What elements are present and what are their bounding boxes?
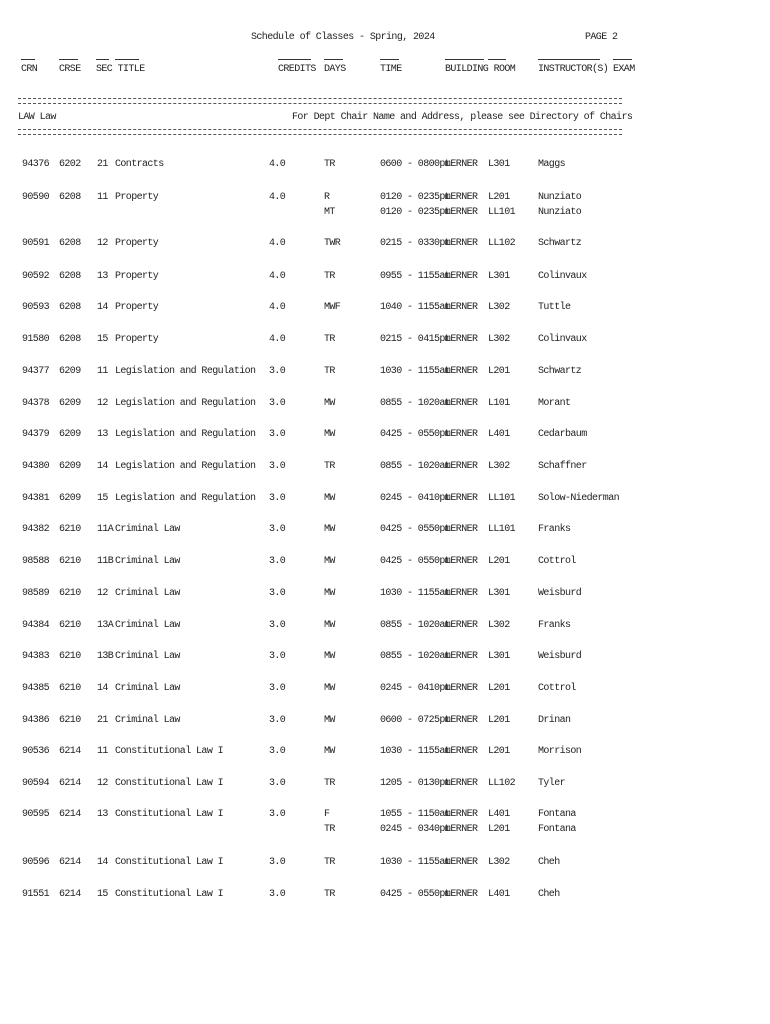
building-underline (445, 58, 484, 60)
room-underline (488, 58, 506, 60)
title-cell: Contracts (115, 159, 164, 170)
sec-cell: 13 (97, 809, 108, 820)
crn-cell: 94377 (22, 366, 50, 377)
instructor-cell: Fontana (538, 809, 576, 820)
time-cell: 0855 - 1020am (380, 398, 451, 409)
credits-cell: 3.0 (269, 889, 286, 900)
time-cell: 0120 - 0235pm (380, 192, 451, 203)
sec-cell: 15 (97, 889, 108, 900)
col-instructor: INSTRUCTOR(S) (538, 64, 609, 75)
days-cell: MW (324, 620, 335, 631)
instructor-cell: Weisburd (538, 651, 582, 662)
credits-cell: 3.0 (269, 429, 286, 440)
room-cell: L201 (488, 366, 510, 377)
time-cell: 1030 - 1155am (380, 746, 451, 757)
room-cell: L101 (488, 398, 510, 409)
dept-name: LAW Law (18, 112, 56, 123)
time-cell: 0600 - 0725pm (380, 715, 451, 726)
building-cell: LERNER (445, 398, 478, 409)
sec-cell: 13 (97, 429, 108, 440)
room-cell: L302 (488, 302, 510, 313)
instructor-cell: Solow-Niederman (538, 493, 620, 504)
crn-cell: 94382 (22, 524, 50, 535)
sec-cell: 14 (97, 302, 108, 313)
crn-cell: 91551 (22, 889, 50, 900)
crse-cell: 6208 (59, 238, 81, 249)
page-title: Schedule of Classes - Spring, 2024 (251, 32, 435, 43)
instructor-cell: Schaffner (538, 461, 587, 472)
room-cell: L302 (488, 857, 510, 868)
building-cell: LERNER (445, 238, 478, 249)
days-cell: MW (324, 746, 335, 757)
crse-underline (59, 58, 78, 60)
days-cell: MW (324, 429, 335, 440)
days-cell: TR (324, 824, 335, 835)
crn-cell: 94383 (22, 651, 50, 662)
title-cell: Criminal Law (115, 588, 180, 599)
building-cell: LERNER (445, 461, 478, 472)
days-cell: MW (324, 588, 335, 599)
credits-cell: 3.0 (269, 746, 286, 757)
room-cell: LL101 (488, 207, 516, 218)
sec-cell: 14 (97, 683, 108, 694)
crn-cell: 90595 (22, 809, 50, 820)
crn-cell: 98588 (22, 556, 50, 567)
credits-cell: 3.0 (269, 857, 286, 868)
time-cell: 0425 - 0550pm (380, 889, 451, 900)
instructor-cell: Tuttle (538, 302, 571, 313)
days-underline (324, 58, 343, 60)
room-cell: LL102 (488, 238, 516, 249)
sec-cell: 21 (97, 715, 108, 726)
days-cell: TR (324, 461, 335, 472)
crn-cell: 94376 (22, 159, 50, 170)
instructor-cell: Tyler (538, 778, 566, 789)
divider-bottom (18, 129, 622, 135)
col-crn: CRN (21, 64, 38, 75)
room-cell: LL101 (488, 524, 516, 535)
time-cell: 0245 - 0340pm (380, 824, 451, 835)
building-cell: LERNER (445, 715, 478, 726)
col-credits: CREDITS (278, 64, 316, 75)
time-cell: 0245 - 0410pm (380, 683, 451, 694)
room-cell: L302 (488, 461, 510, 472)
days-cell: TR (324, 366, 335, 377)
days-cell: MW (324, 398, 335, 409)
title-cell: Legislation and Regulation (115, 461, 256, 472)
title-cell: Property (115, 302, 159, 313)
room-cell: L401 (488, 429, 510, 440)
credits-cell: 4.0 (269, 192, 286, 203)
sec-cell: 12 (97, 398, 108, 409)
crn-cell: 90591 (22, 238, 50, 249)
room-cell: L201 (488, 192, 510, 203)
room-cell: L401 (488, 889, 510, 900)
building-cell: LERNER (445, 778, 478, 789)
title-cell: Constitutional Law I (115, 778, 224, 789)
room-cell: L201 (488, 715, 510, 726)
time-cell: 0120 - 0235pm (380, 207, 451, 218)
col-exam: EXAM (613, 64, 635, 75)
sec-cell: 15 (97, 493, 108, 504)
time-cell: 1030 - 1155am (380, 588, 451, 599)
days-cell: MW (324, 493, 335, 504)
col-time: TIME (380, 64, 402, 75)
title-cell: Criminal Law (115, 524, 180, 535)
crn-cell: 98589 (22, 588, 50, 599)
title-cell: Property (115, 238, 159, 249)
title-cell: Criminal Law (115, 556, 180, 567)
title-cell: Legislation and Regulation (115, 493, 256, 504)
room-cell: L302 (488, 620, 510, 631)
title-cell: Criminal Law (115, 683, 180, 694)
credits-cell: 4.0 (269, 159, 286, 170)
building-cell: LERNER (445, 683, 478, 694)
days-cell: TR (324, 159, 335, 170)
crn-cell: 91580 (22, 334, 50, 345)
crn-cell: 90536 (22, 746, 50, 757)
building-cell: LERNER (445, 651, 478, 662)
instructor-cell: Fontana (538, 824, 576, 835)
building-cell: LERNER (445, 334, 478, 345)
sec-cell: 13 (97, 271, 108, 282)
crse-cell: 6209 (59, 366, 81, 377)
sec-cell: 12 (97, 778, 108, 789)
col-building-room: BUILDING ROOM (445, 64, 516, 75)
crn-cell: 94384 (22, 620, 50, 631)
credits-underline (278, 58, 311, 60)
time-cell: 0425 - 0550pm (380, 524, 451, 535)
credits-cell: 4.0 (269, 302, 286, 313)
time-cell: 0425 - 0550pm (380, 429, 451, 440)
sec-cell: 11A (97, 524, 114, 535)
room-cell: LL102 (488, 778, 516, 789)
instructor-underline (538, 58, 600, 60)
building-cell: LERNER (445, 159, 478, 170)
credits-cell: 3.0 (269, 588, 286, 599)
room-cell: L401 (488, 809, 510, 820)
crn-cell: 90596 (22, 857, 50, 868)
building-cell: LERNER (445, 493, 478, 504)
building-cell: LERNER (445, 588, 478, 599)
crse-cell: 6210 (59, 620, 81, 631)
sec-cell: 14 (97, 857, 108, 868)
crse-cell: 6214 (59, 809, 81, 820)
crse-cell: 6214 (59, 746, 81, 757)
time-cell: 0245 - 0410pm (380, 493, 451, 504)
exam-underline (613, 58, 632, 60)
crn-cell: 94386 (22, 715, 50, 726)
credits-cell: 3.0 (269, 398, 286, 409)
credits-cell: 3.0 (269, 366, 286, 377)
title-cell: Constitutional Law I (115, 746, 224, 757)
title-cell: Property (115, 334, 159, 345)
instructor-cell: Maggs (538, 159, 566, 170)
room-cell: L301 (488, 271, 510, 282)
building-cell: LERNER (445, 524, 478, 535)
instructor-cell: Nunziato (538, 207, 582, 218)
days-cell: MW (324, 715, 335, 726)
time-cell: 1205 - 0130pm (380, 778, 451, 789)
time-cell: 1030 - 1155am (380, 857, 451, 868)
sec-cell: 13B (97, 651, 114, 662)
instructor-cell: Colinvaux (538, 271, 587, 282)
credits-cell: 3.0 (269, 620, 286, 631)
crse-cell: 6209 (59, 398, 81, 409)
crn-cell: 94380 (22, 461, 50, 472)
instructor-cell: Schwartz (538, 238, 582, 249)
time-cell: 0855 - 1020am (380, 461, 451, 472)
col-days: DAYS (324, 64, 346, 75)
days-cell: MW (324, 556, 335, 567)
dept-note: For Dept Chair Name and Address, please see Directory of Chairs (292, 112, 633, 123)
days-cell: TR (324, 271, 335, 282)
credits-cell: 4.0 (269, 334, 286, 345)
building-cell: LERNER (445, 366, 478, 377)
credits-cell: 3.0 (269, 461, 286, 472)
time-cell: 0955 - 1155am (380, 271, 451, 282)
title-cell: Legislation and Regulation (115, 366, 256, 377)
instructor-cell: Cheh (538, 889, 560, 900)
sec-underline (96, 58, 109, 60)
room-cell: L301 (488, 159, 510, 170)
crse-cell: 6209 (59, 493, 81, 504)
crse-cell: 6210 (59, 524, 81, 535)
days-cell: TR (324, 778, 335, 789)
title-cell: Property (115, 271, 159, 282)
credits-cell: 3.0 (269, 556, 286, 567)
crse-cell: 6208 (59, 192, 81, 203)
credits-cell: 4.0 (269, 238, 286, 249)
room-cell: L301 (488, 651, 510, 662)
time-cell: 1055 - 1150am (380, 809, 451, 820)
sec-cell: 12 (97, 238, 108, 249)
crse-cell: 6210 (59, 683, 81, 694)
crn-cell: 90594 (22, 778, 50, 789)
building-cell: LERNER (445, 809, 478, 820)
instructor-cell: Franks (538, 524, 571, 535)
credits-cell: 3.0 (269, 683, 286, 694)
crn-cell: 90590 (22, 192, 50, 203)
crn-cell: 94379 (22, 429, 50, 440)
instructor-cell: Franks (538, 620, 571, 631)
sec-cell: 21 (97, 159, 108, 170)
sec-cell: 11 (97, 746, 108, 757)
building-cell: LERNER (445, 746, 478, 757)
building-cell: LERNER (445, 620, 478, 631)
crse-cell: 6208 (59, 271, 81, 282)
time-cell: 0425 - 0550pm (380, 556, 451, 567)
crse-cell: 6214 (59, 778, 81, 789)
col-crse: CRSE (59, 64, 81, 75)
title-cell: Legislation and Regulation (115, 429, 256, 440)
crn-cell: 90593 (22, 302, 50, 313)
time-cell: 1030 - 1155am (380, 366, 451, 377)
building-cell: LERNER (445, 824, 478, 835)
days-cell: MW (324, 683, 335, 694)
time-cell: 0855 - 1020am (380, 620, 451, 631)
time-underline (380, 58, 399, 60)
room-cell: L301 (488, 588, 510, 599)
title-cell: Constitutional Law I (115, 809, 224, 820)
time-cell: 0215 - 0330pm (380, 238, 451, 249)
instructor-cell: Schwartz (538, 366, 582, 377)
room-cell: L201 (488, 683, 510, 694)
sec-cell: 11 (97, 366, 108, 377)
instructor-cell: Drinan (538, 715, 571, 726)
instructor-cell: Morant (538, 398, 571, 409)
days-cell: TR (324, 334, 335, 345)
sec-cell: 11B (97, 556, 114, 567)
crse-cell: 6208 (59, 334, 81, 345)
days-cell: MW (324, 651, 335, 662)
time-cell: 0855 - 1020am (380, 651, 451, 662)
crn-cell: 90592 (22, 271, 50, 282)
days-cell: R (324, 192, 330, 203)
instructor-cell: Cedarbaum (538, 429, 587, 440)
crse-cell: 6210 (59, 715, 81, 726)
room-cell: L201 (488, 746, 510, 757)
building-cell: LERNER (445, 207, 478, 218)
title-cell: Constitutional Law I (115, 889, 224, 900)
crse-cell: 6209 (59, 461, 81, 472)
sec-cell: 14 (97, 461, 108, 472)
instructor-cell: Morrison (538, 746, 582, 757)
title-underline (115, 58, 139, 60)
sec-cell: 11 (97, 192, 108, 203)
credits-cell: 3.0 (269, 778, 286, 789)
crse-cell: 6202 (59, 159, 81, 170)
time-cell: 1040 - 1155am (380, 302, 451, 313)
instructor-cell: Cottrol (538, 556, 576, 567)
days-cell: TR (324, 889, 335, 900)
credits-cell: 3.0 (269, 524, 286, 535)
instructor-cell: Colinvaux (538, 334, 587, 345)
title-cell: Constitutional Law I (115, 857, 224, 868)
crn-cell: 94381 (22, 493, 50, 504)
sec-cell: 12 (97, 588, 108, 599)
building-cell: LERNER (445, 857, 478, 868)
credits-cell: 3.0 (269, 715, 286, 726)
room-cell: LL101 (488, 493, 516, 504)
crn-cell: 94378 (22, 398, 50, 409)
col-sec-title: SEC TITLE (96, 64, 145, 75)
room-cell: L201 (488, 824, 510, 835)
time-cell: 0600 - 0800pm (380, 159, 451, 170)
days-cell: TR (324, 857, 335, 868)
building-cell: LERNER (445, 429, 478, 440)
days-cell: TWR (324, 238, 341, 249)
sec-cell: 13A (97, 620, 114, 631)
crse-cell: 6214 (59, 857, 81, 868)
days-cell: MW (324, 524, 335, 535)
crse-cell: 6209 (59, 429, 81, 440)
crse-cell: 6210 (59, 588, 81, 599)
room-cell: L201 (488, 556, 510, 567)
building-cell: LERNER (445, 302, 478, 313)
title-cell: Criminal Law (115, 620, 180, 631)
instructor-cell: Cottrol (538, 683, 576, 694)
title-cell: Legislation and Regulation (115, 398, 256, 409)
time-cell: 0215 - 0415pm (380, 334, 451, 345)
instructor-cell: Weisburd (538, 588, 582, 599)
crse-cell: 6210 (59, 556, 81, 567)
building-cell: LERNER (445, 271, 478, 282)
room-cell: L302 (488, 334, 510, 345)
title-cell: Property (115, 192, 159, 203)
credits-cell: 3.0 (269, 493, 286, 504)
building-cell: LERNER (445, 556, 478, 567)
divider-top (18, 98, 622, 104)
instructor-cell: Cheh (538, 857, 560, 868)
credits-cell: 3.0 (269, 809, 286, 820)
crse-cell: 6208 (59, 302, 81, 313)
days-cell: MWF (324, 302, 341, 313)
sec-cell: 15 (97, 334, 108, 345)
crse-cell: 6214 (59, 889, 81, 900)
days-cell: MT (324, 207, 335, 218)
credits-cell: 4.0 (269, 271, 286, 282)
title-cell: Criminal Law (115, 651, 180, 662)
days-cell: F (324, 809, 330, 820)
crse-cell: 6210 (59, 651, 81, 662)
crn-underline (21, 58, 35, 60)
title-cell: Criminal Law (115, 715, 180, 726)
crn-cell: 94385 (22, 683, 50, 694)
credits-cell: 3.0 (269, 651, 286, 662)
instructor-cell: Nunziato (538, 192, 582, 203)
building-cell: LERNER (445, 889, 478, 900)
page-number: PAGE 2 (585, 32, 618, 43)
building-cell: LERNER (445, 192, 478, 203)
